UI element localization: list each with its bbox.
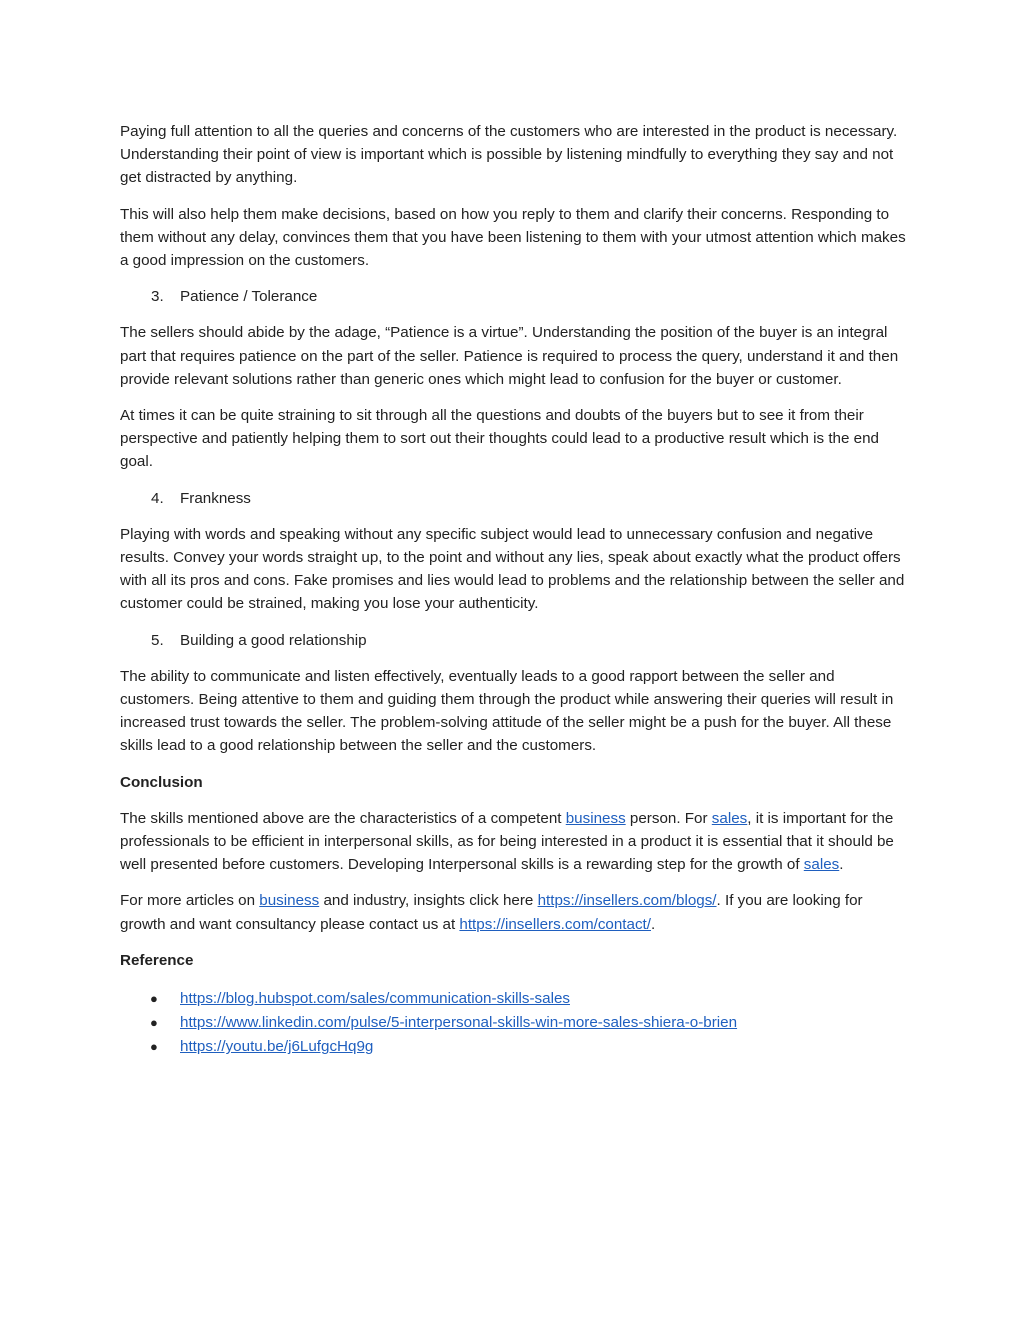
more-text: . If you are looking for growth and want consultancy please contact us at	[120, 892, 863, 933]
paragraph-conclusion	[120, 807, 910, 877]
conclusion-text: person. For	[625, 809, 712, 827]
sales-link[interactable]: sales	[711, 809, 748, 827]
blogs-link[interactable]: https://insellers.com/blogs/	[537, 892, 717, 910]
document-page	[120, 120, 910, 1059]
paragraph-patience: The sellers should abide by the adage, “Patience is a virtue”. Understanding the position of the buyer is an integral part that requires patience on the part of the seller. Patience is required to process the query, understand it and then provide relevant solutions rather than generic ones which might lead to confusion for the buyer or customer.	[120, 324, 899, 388]
list-item-patience	[120, 285, 910, 308]
list-item-relationship	[120, 629, 910, 652]
list-item-frankness	[120, 487, 910, 510]
paragraph-decisions: This will also help them make decisions, based on how you reply to them and clarify their concerns. Responding to them without any delay, convinces them that you have been listening to them with your utmost attention which makes a good impression on the customers.	[120, 205, 906, 270]
list-item	[120, 987, 910, 1011]
business-link[interactable]: business	[565, 809, 626, 827]
reference-link-youtube[interactable]: https://youtu.be/j6LufgcHq9g	[180, 1038, 374, 1056]
list-item	[120, 1035, 910, 1059]
list-label: Patience / Tolerance	[180, 288, 318, 306]
conclusion-text: , it is important for the professionals to be efficient in interpersonal skills, as for being interested in a product it is essential that it should be well presented before customers. Developing Interpersonal skills is a rewarding step for the growth of	[120, 809, 894, 874]
bullet-icon: ●	[150, 1039, 158, 1055]
list-number: 4.	[151, 489, 164, 507]
list-label: Frankness	[180, 489, 251, 507]
paragraph-more-articles	[120, 889, 910, 935]
bullet-icon: ●	[150, 1015, 158, 1031]
conclusion-text: The skills mentioned above are the characteristics of a competent	[120, 809, 566, 827]
reference-heading: Reference	[120, 951, 194, 969]
sales-link[interactable]: sales	[803, 856, 840, 874]
paragraph-relationship: The ability to communicate and listen effectively, eventually leads to a good rapport between the seller and customers. Being attentive to them and guiding them through the product while answering their queries will result in increased trust towards the seller. The problem-solving attitude of the seller might be a push for the buyer. All these skills lead to a good relationship between the seller and the customers.	[120, 667, 894, 755]
list-number: 5.	[151, 631, 164, 649]
more-text: and industry, insights click here	[319, 892, 538, 910]
list-number: 3.	[151, 288, 164, 306]
more-text: .	[651, 915, 656, 933]
reference-link-linkedin[interactable]: https://www.linkedin.com/pulse/5-interpersonal-skills-win-more-sales-shiera-o-brien	[180, 1014, 738, 1032]
list-item	[120, 1011, 910, 1035]
conclusion-heading: Conclusion	[120, 773, 203, 791]
list-label: Building a good relationship	[180, 631, 367, 649]
conclusion-text: .	[839, 856, 844, 874]
paragraph-listening: Paying full attention to all the queries and concerns of the customers who are interested in the product is necessary. Understanding their point of view is important which is possible by listening mindfully to everything they say and not get distracted by anything.	[120, 123, 898, 187]
more-text: For more articles on	[120, 892, 260, 910]
contact-link[interactable]: https://insellers.com/contact/	[459, 915, 651, 933]
reference-list	[120, 987, 910, 1059]
paragraph-frankness: Playing with words and speaking without any specific subject would lead to unnecessary confusion and negative results. Convey your words straight up, to the point and without any lies, speak about exactly what the product offers with all its pros and cons. Fake promises and lies would lead to problems and the relationship between the seller and customer could be strained, making you lose your authenticity.	[120, 525, 905, 613]
bullet-icon: ●	[150, 991, 158, 1007]
business-link[interactable]: business	[259, 892, 320, 910]
reference-link-hubspot[interactable]: https://blog.hubspot.com/sales/communication-skills-sales	[180, 990, 570, 1008]
paragraph-straining: At times it can be quite straining to sit through all the questions and doubts of the buyers but to see it from their perspective and patiently helping them to sort out their thoughts could lead to a productive result which is the end goal.	[120, 407, 879, 471]
